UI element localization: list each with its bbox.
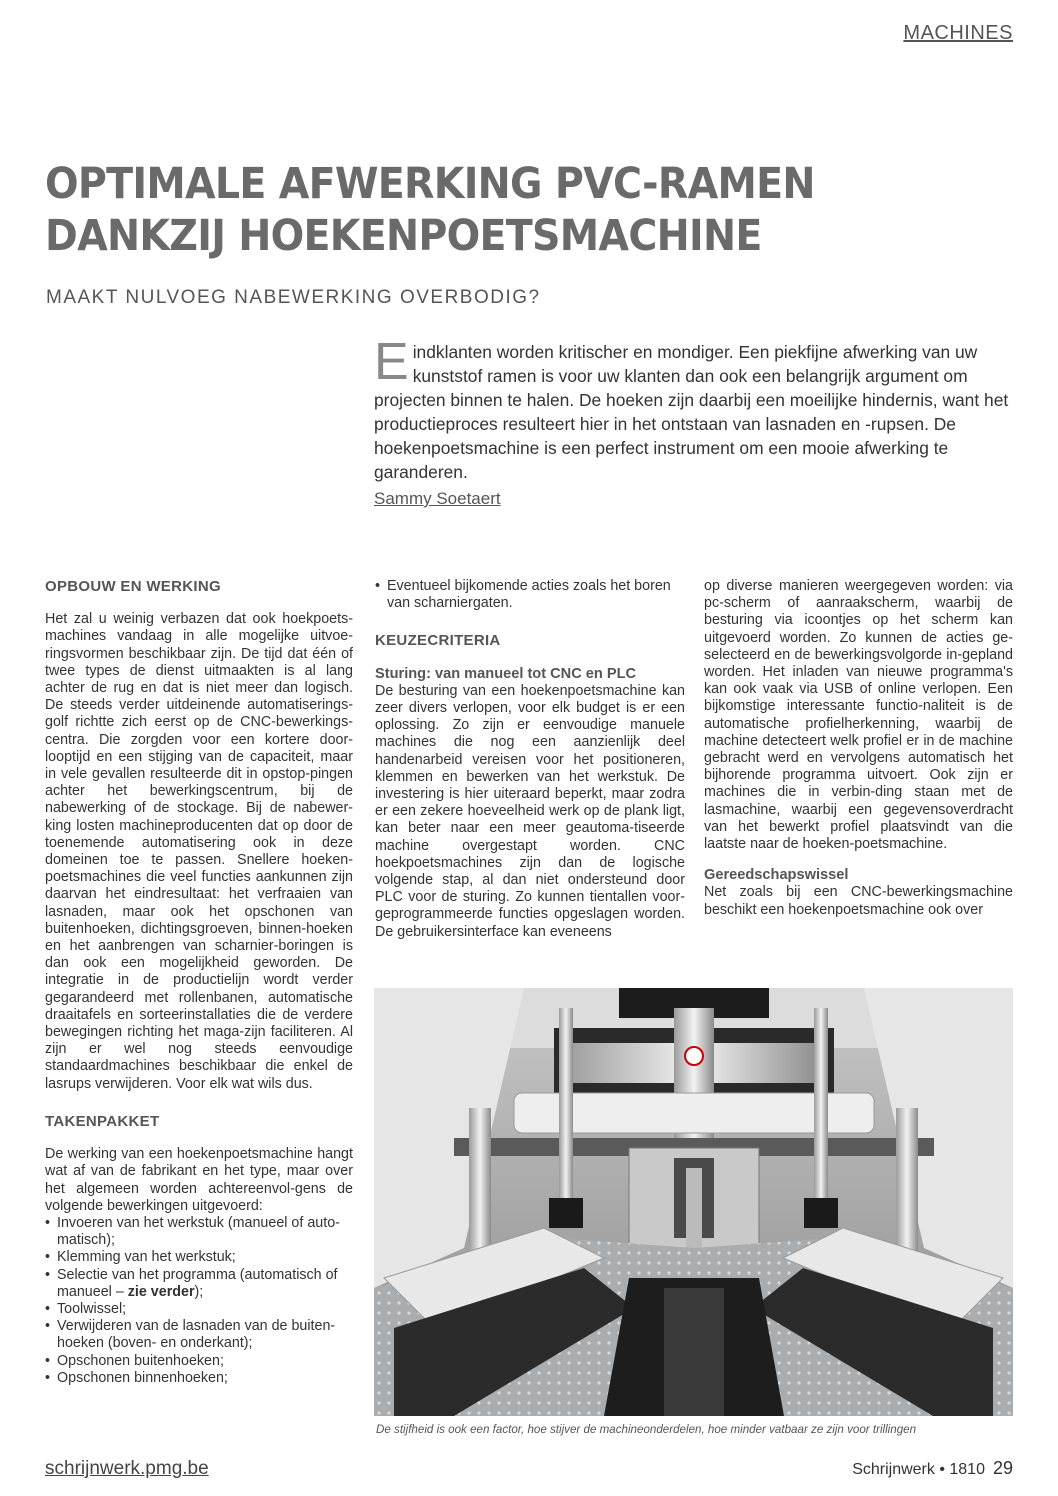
list-item <box>45 1267 353 1301</box>
see-further-link: zie verder <box>127 1283 195 1300</box>
machine-illustration <box>374 988 1013 1416</box>
machine-photo <box>374 988 1013 1416</box>
paragraph-sturing: De besturing van een hoekenpoetsmachine kan zeer divers verlopen, voor elk budget is er een oplossing. Zo zijn er eenvoudige manuele machines die nog een aanzienlijk deel handenarbeid vereisen voor het positioneren, klemmen en bewerken van het werkstuk. De investering is hier uiteraard beperkt, maar zodra er een zekere hoeveelheid werk op de plank ligt, kan beter naar een meer geautoma-tiseerde machine overgestapt worden. CNC hoekpoetsmachines zijn dan de logische volgende stap, al dan niet ondersteund door PLC voor de sturing. Zo kunnen tientallen voor-geprogrammeerde functies opgeslagen worden. De gebruikersinterface kan eveneens <box>375 682 685 940</box>
bullet-list <box>45 1215 353 1387</box>
section-tag: MACHINES <box>903 22 1013 44</box>
list-item: • Verwijderen van de lasnaden van de buiten-hoeken (boven- en onderkant); <box>45 1318 353 1352</box>
column-2 <box>375 578 685 941</box>
lead-paragraph <box>374 333 1014 484</box>
paragraph-takenpakket: De werking van een hoekenpoetsmachine hangt wat af van de fabrikant en het type, maar over het algemeen worden achtereenvol-gens de volgende bewerkingen uitgevoerd: <box>45 1146 353 1214</box>
subheading-sturing: Sturing: van manueel tot CNC en PLC <box>375 665 637 682</box>
dropcap: E <box>374 333 409 391</box>
subheading-gereedschapswissel: Gereedschapswissel <box>704 867 849 884</box>
column-1 <box>45 578 353 1387</box>
paragraph-gereedschapswissel: Net zoals bij een CNC-bewerkingsmachine beschikt een hoekenpoetsmachine ook over <box>704 884 1013 918</box>
page-number: 29 <box>992 1458 1013 1478</box>
list-item: • Invoeren van het werkstuk (manueel of auto-matisch); <box>45 1215 353 1249</box>
magazine-issue: Schrijnwerk • 1810 <box>852 1461 985 1478</box>
paragraph-besturing: op diverse manieren weergegeven worden: via pc-scherm of aanraakscherm, waarbij de besturing via icoontjes op het scherm kan uitgevoerd worden. Zo kunnen de acties ge-selecteerd en de bewerkingsvolgorde in-gepland worden. Het inladen van nieuwe programma's kan ook vaak via USB of online verlopen. Een bijkomstige interessante functio-naliteit is de automatische profielherkenning, waarbij de machine detecteert welk profiel er in de machine gebracht werd en vervolgens automatisch het bijhorende programma uitvoert. Ook zijn er machines die in verbin-ding staan met de lasmachine, waarbij een gegevensoverdracht van het bewerkt profiel plaatsvindt van die laatste naar de hoeken-poetsmachine. <box>704 578 1013 853</box>
footer-website-link[interactable]: schrijnwerk.pmg.be <box>45 1458 209 1479</box>
paragraph-opbouw: Het zal u weinig verbazen dat ook hoekpoets-machines vandaag in alle mogelijke uitvoe-ringsvormen beschikbaar zijn. De tijd dat één of twee types de dienst uitmaakten is al lang achter de rug en dat is niet meer dan logisch. De steeds verder uitdeinende automatiserings-golf richtte zich eerst op de CNC-bewerkings-centra. Die zorgden voor een kortere door-looptijd en een stijging van de capaciteit, maar in vele gevallen resulteerde dit in opstop-pingen achter het bewerkingscentrum, bij de nabewerking of de stockage. Bij de nabewer-king losten machineproducenten dat op door de toenemende automatisering ook in deze domeinen toe te passen. Snellere hoeken-poetsmachines die veel functies aankunnen zijn daarvan het eindresultaat: het verfraaien van lasnaden, maar ook het opschonen van buitenhoeken, dichtingsgroeven, binnen-hoeken en het aanbrengen van scharnier-boringen is dan ook een mogelijkheid geworden. De integratie in de productielijn wordt verder gegarandeerd met rollenbanen, automatische draaitafels en sorteerinstallaties die de verdere bewegingen richting het maga-zijn faciliteren. Al zijn er wel nog steeds eenvoudige standaardmachines beschikbaar die enkel de lasrups verwijderen. Voor elk wat wils dus. <box>45 611 353 1092</box>
list-item-text: ); <box>194 1283 204 1300</box>
photo-caption: De stijfheid is ook een factor, hoe stijver de machineonderdelen, hoe minder vatbaar ze zijn voor trillingen <box>376 1423 917 1436</box>
column-3 <box>704 578 1013 919</box>
list-item: • Opschonen buitenhoeken; <box>45 1353 353 1370</box>
bullet-list <box>375 578 685 612</box>
list-item-text: Selectie van het programma (automatisch of manueel – <box>57 1266 338 1300</box>
list-item: • Eventueel bijkomende acties zoals het boren van scharniergaten. <box>375 578 685 612</box>
heading-takenpakket: TAKENPAKKET <box>45 1112 160 1130</box>
footer-magazine <box>852 1458 1013 1479</box>
heading-keuzecriteria: KEUZECRITERIA <box>375 632 501 650</box>
list-item: • Opschonen binnenhoeken; <box>45 1370 353 1387</box>
lead-text: indklanten worden kritischer en mondiger. Een piekfijne afwerking van uw kunststof ramen is voor uw klanten dan ook een belangrijk argument om projecten binnen te halen. De hoeken zijn daarbij een moeilijke hindernis, want het productieproces resulteert hier in het ontstaan van lasnaden en -rupsen. De hoekenpoetsmachine is een perfect instrument om een mooie afwerking te garanderen. <box>374 342 1009 482</box>
title-line-1: OPTIMALE AFWERKING PVC-RAMEN <box>45 159 815 209</box>
list-item: • Klemming van het werkstuk; <box>45 1249 353 1266</box>
title-line-2: DANKZIJ HOEKENPOETSMACHINE <box>45 211 762 261</box>
heading-opbouw: OPBOUW EN WERKING <box>45 578 221 595</box>
article-title <box>45 158 928 262</box>
article-subtitle: MAAKT NULVOEG NABEWERKING OVERBODIG? <box>46 287 541 308</box>
author-link[interactable]: Sammy Soetaert <box>374 489 501 508</box>
list-item: • Toolwissel; <box>45 1301 353 1318</box>
